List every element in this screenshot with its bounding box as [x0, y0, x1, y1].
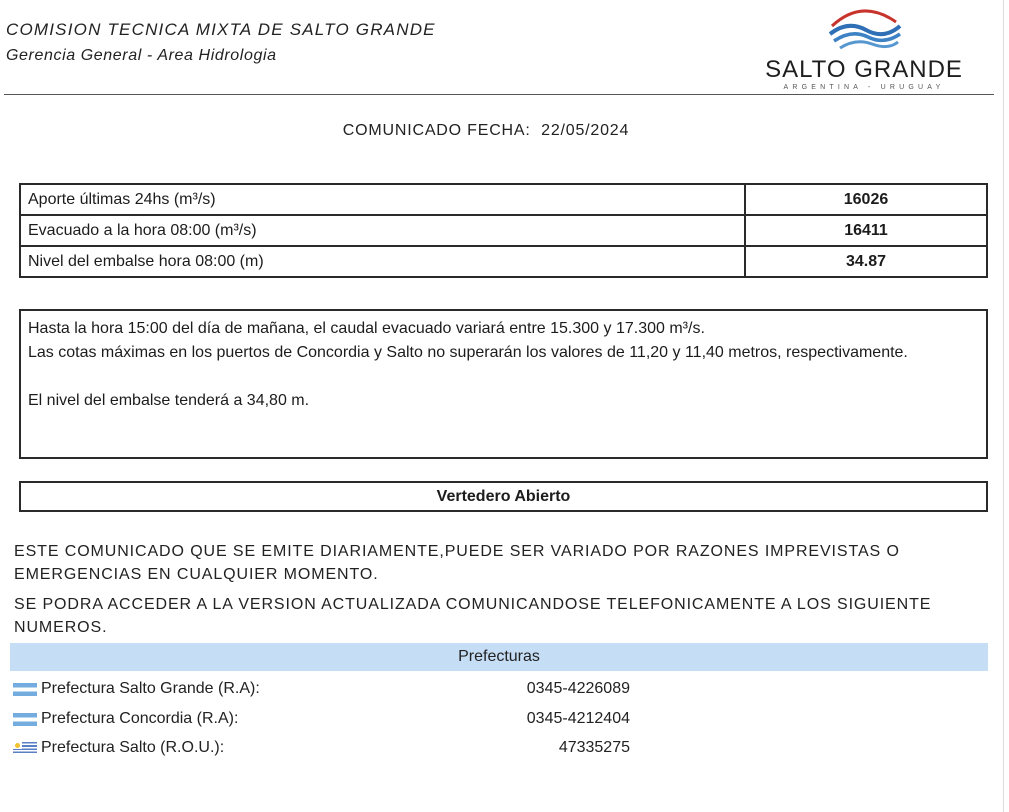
spillway-status: Vertedero Abierto: [19, 481, 988, 512]
salto-grande-logo: [756, 4, 972, 92]
metric-value: 16026: [745, 184, 987, 215]
org-subtitle: Gerencia General - Area Hidrologia: [6, 47, 277, 64]
metric-label: Aporte últimas 24hs (m³/s): [20, 184, 745, 215]
forecast-line: El nivel del embalse tenderá a 34,80 m.: [28, 392, 310, 409]
comunicado-date: 22/05/2024: [541, 122, 630, 139]
prefectura-row: [13, 676, 653, 702]
salto-grande-wave-icon: [826, 4, 902, 54]
notice-text: ESTE COMUNICADO QUE SE EMITE DIARIAMENTE,PUEDE SER VARIADO POR RAZONES IMPREVISTAS O EMERGENCIAS EN CUALQUIER MOMENTO.: [14, 543, 900, 583]
comunicado-date-line: [0, 122, 972, 140]
page-right-edge: [1003, 0, 1004, 812]
prefectura-phone: 47335275: [558, 739, 630, 756]
prefectura-row: [13, 706, 653, 732]
prefectura-phone: 0345-4212404: [526, 710, 630, 727]
prefectura-name: Prefectura Salto Grande (R.A):: [41, 680, 260, 697]
hydrology-metrics-table: [19, 183, 988, 278]
argentina-flag-icon: [13, 713, 37, 726]
prefectura-name: Prefectura Concordia (R.A):: [41, 710, 239, 727]
metric-value: 16411: [745, 215, 987, 246]
logo-wordmark: SALTO GRANDE: [765, 56, 963, 83]
prefecturas-header: Prefecturas: [10, 643, 988, 671]
metric-value: 34.87: [745, 246, 987, 277]
table-row: [20, 184, 987, 215]
prefectura-name: Prefectura Salto (R.O.U.):: [41, 739, 225, 756]
forecast-line: Las cotas máximas en los puertos de Concordia y Salto no superarán los valores de 11,20 y 11,40 metros, respectivamente.: [28, 344, 908, 361]
header-divider: [4, 94, 994, 95]
metric-label: Evacuado a la hora 08:00 (m³/s): [20, 215, 745, 246]
table-row: [20, 246, 987, 277]
uruguay-flag-icon: [13, 742, 37, 755]
forecast-box: [19, 309, 988, 459]
logo-tagline: ARGENTINA - URUGUAY: [783, 84, 945, 91]
metric-label: Nivel del embalse hora 08:00 (m): [20, 246, 745, 277]
org-title: COMISION TECNICA MIXTA DE SALTO GRANDE: [6, 20, 436, 39]
table-row: [20, 215, 987, 246]
forecast-line: Hasta la hora 15:00 del día de mañana, el caudal evacuado variará entre 15.300 y 17.300 m³/s.: [28, 320, 705, 337]
prefectura-row: [13, 735, 653, 761]
prefectura-phone: 0345-4226089: [526, 680, 630, 697]
notice-text: SE PODRA ACCEDER A LA VERSION ACTUALIZADA COMUNICANDOSE TELEFONICAMENTE A LOS SIGUIENTE NUMEROS.: [14, 596, 932, 636]
argentina-flag-icon: [13, 683, 37, 696]
comunicado-label: COMUNICADO FECHA:: [342, 122, 531, 139]
